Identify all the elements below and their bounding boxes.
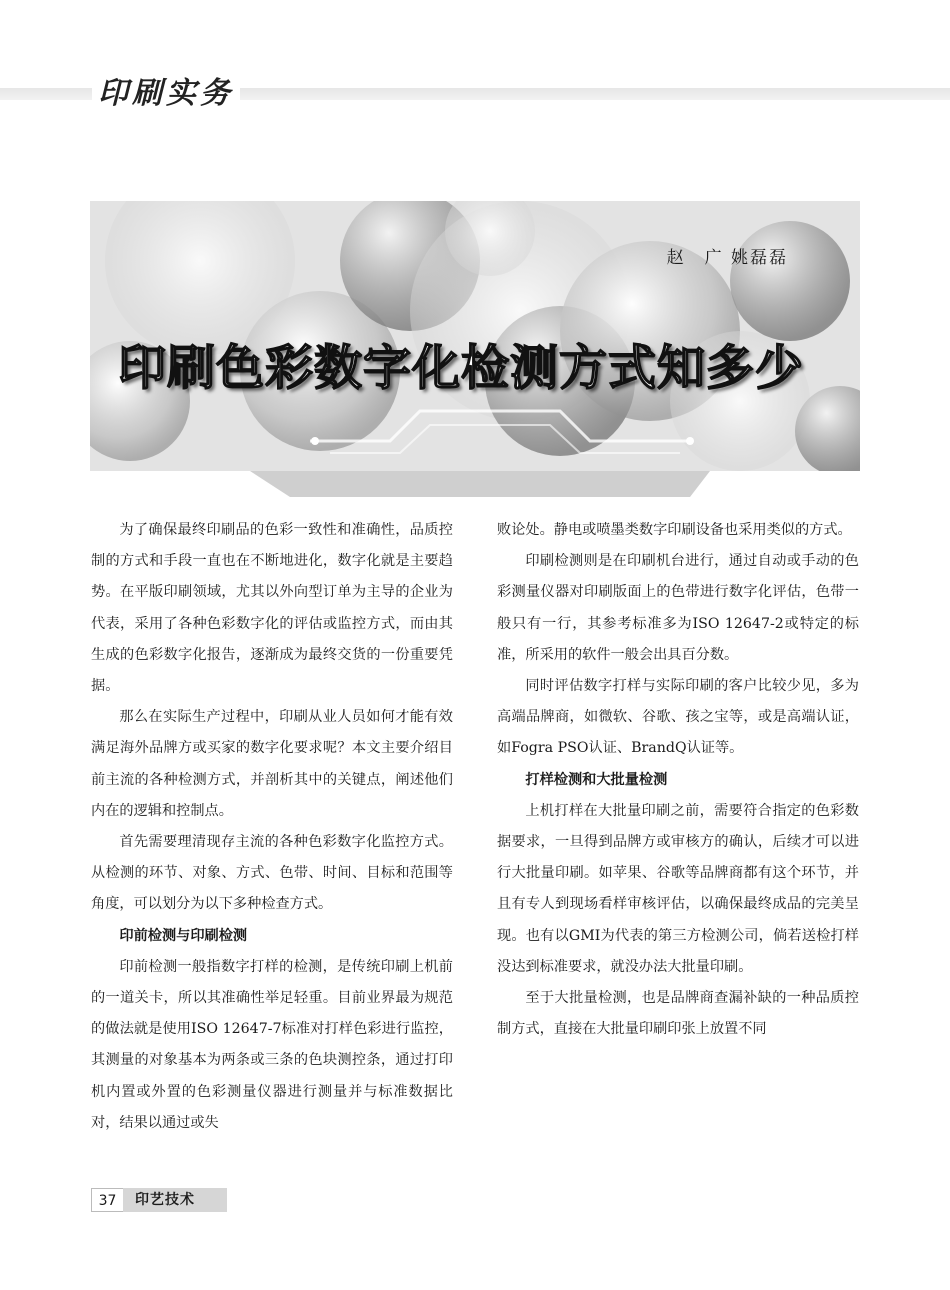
paragraph: 为了确保最终印刷品的色彩一致性和准确性，品质控制的方式和手段一直也在不断地进化，数字化就是主要趋势。在平版印刷领域，尤其以外向型订单为主导的企业为代表，采用了各种色彩数字化的评估或监控方式，而由其生成的色彩数字化报告，逐渐成为最终交货的一份重要凭据。	[91, 522, 453, 695]
paragraph: 败论处。静电或喷墨类数字印刷设备也采用类似的方式。	[497, 522, 852, 538]
paragraph: 上机打样在大批量印刷之前，需要符合指定的色彩数据要求，一旦得到品牌方或审核方的确认，后续才可以进行大批量印刷。如苹果、谷歌等品牌商都有这个环节，并且有专人到现场看样审核评估，以确保最终成品的完美呈现。也有以GMI为代表的第三方检测公司，倘若送检打样没达到标准要求，就没办法大批量印刷。	[497, 802, 859, 975]
section-label: 印刷实务	[92, 72, 240, 116]
paragraph: 首先需要理清现存主流的各种色彩数字化监控方式。从检测的环节、对象、方式、色带、时间、目标和范围等角度，可以划分为以下多种检查方式。	[91, 834, 453, 913]
paragraph: 同时评估数字打样与实际印刷的客户比较少见，多为高端品牌商，如微软、谷歌、孩之宝等，或是高端认证，如Fogra PSO认证、BrandQ认证等。	[497, 678, 859, 757]
section-heading: 打样检测和大批量检测	[525, 771, 668, 788]
right-column	[497, 515, 859, 1045]
section-heading: 印前检测与印刷检测	[119, 927, 248, 944]
paragraph: 至于大批量检测，也是品牌商查漏补缺的一种品质控制方式，直接在大批量印刷印张上放置不同	[497, 990, 859, 1038]
hero-banner	[90, 201, 860, 471]
article-title: 印刷色彩数字化检测方式知多少	[118, 340, 805, 396]
journal-name: 印艺技术	[123, 1188, 227, 1212]
paragraph: 印前检测一般指数字打样的检测，是传统印刷上机前的一道关卡，所以其准确性举足轻重。目前业界最为规范的做法就是使用ISO 12647-7标准对打样色彩进行监控，其测量的对象基本为两条或三条的色块测控条，通过打印机内置或外置的色彩测量仪器进行测量并与标准数据比对，结果以通过或失	[91, 958, 453, 1131]
left-column	[91, 515, 453, 1139]
hero-bottom-edge	[90, 471, 860, 497]
paragraph: 印刷检测则是在印刷机台进行，通过自动或手动的色彩测量仪器对印刷版面上的色带进行数字化评估，色带一般只有一行，其参考标准多为ISO 12647-2或特定的标准，所采用的软件一般会出具百分数。	[497, 553, 859, 663]
page-footer	[91, 1188, 227, 1212]
author-names: 赵 广 姚磊磊	[666, 248, 788, 268]
page-number: 37	[91, 1188, 123, 1212]
paragraph: 那么在实际生产过程中，印刷从业人员如何才能有效满足海外品牌方或买家的数字化要求呢？本文主要介绍目前主流的各种检测方式，并剖析其中的关键点，阐述他们内在的逻辑和控制点。	[91, 709, 453, 819]
